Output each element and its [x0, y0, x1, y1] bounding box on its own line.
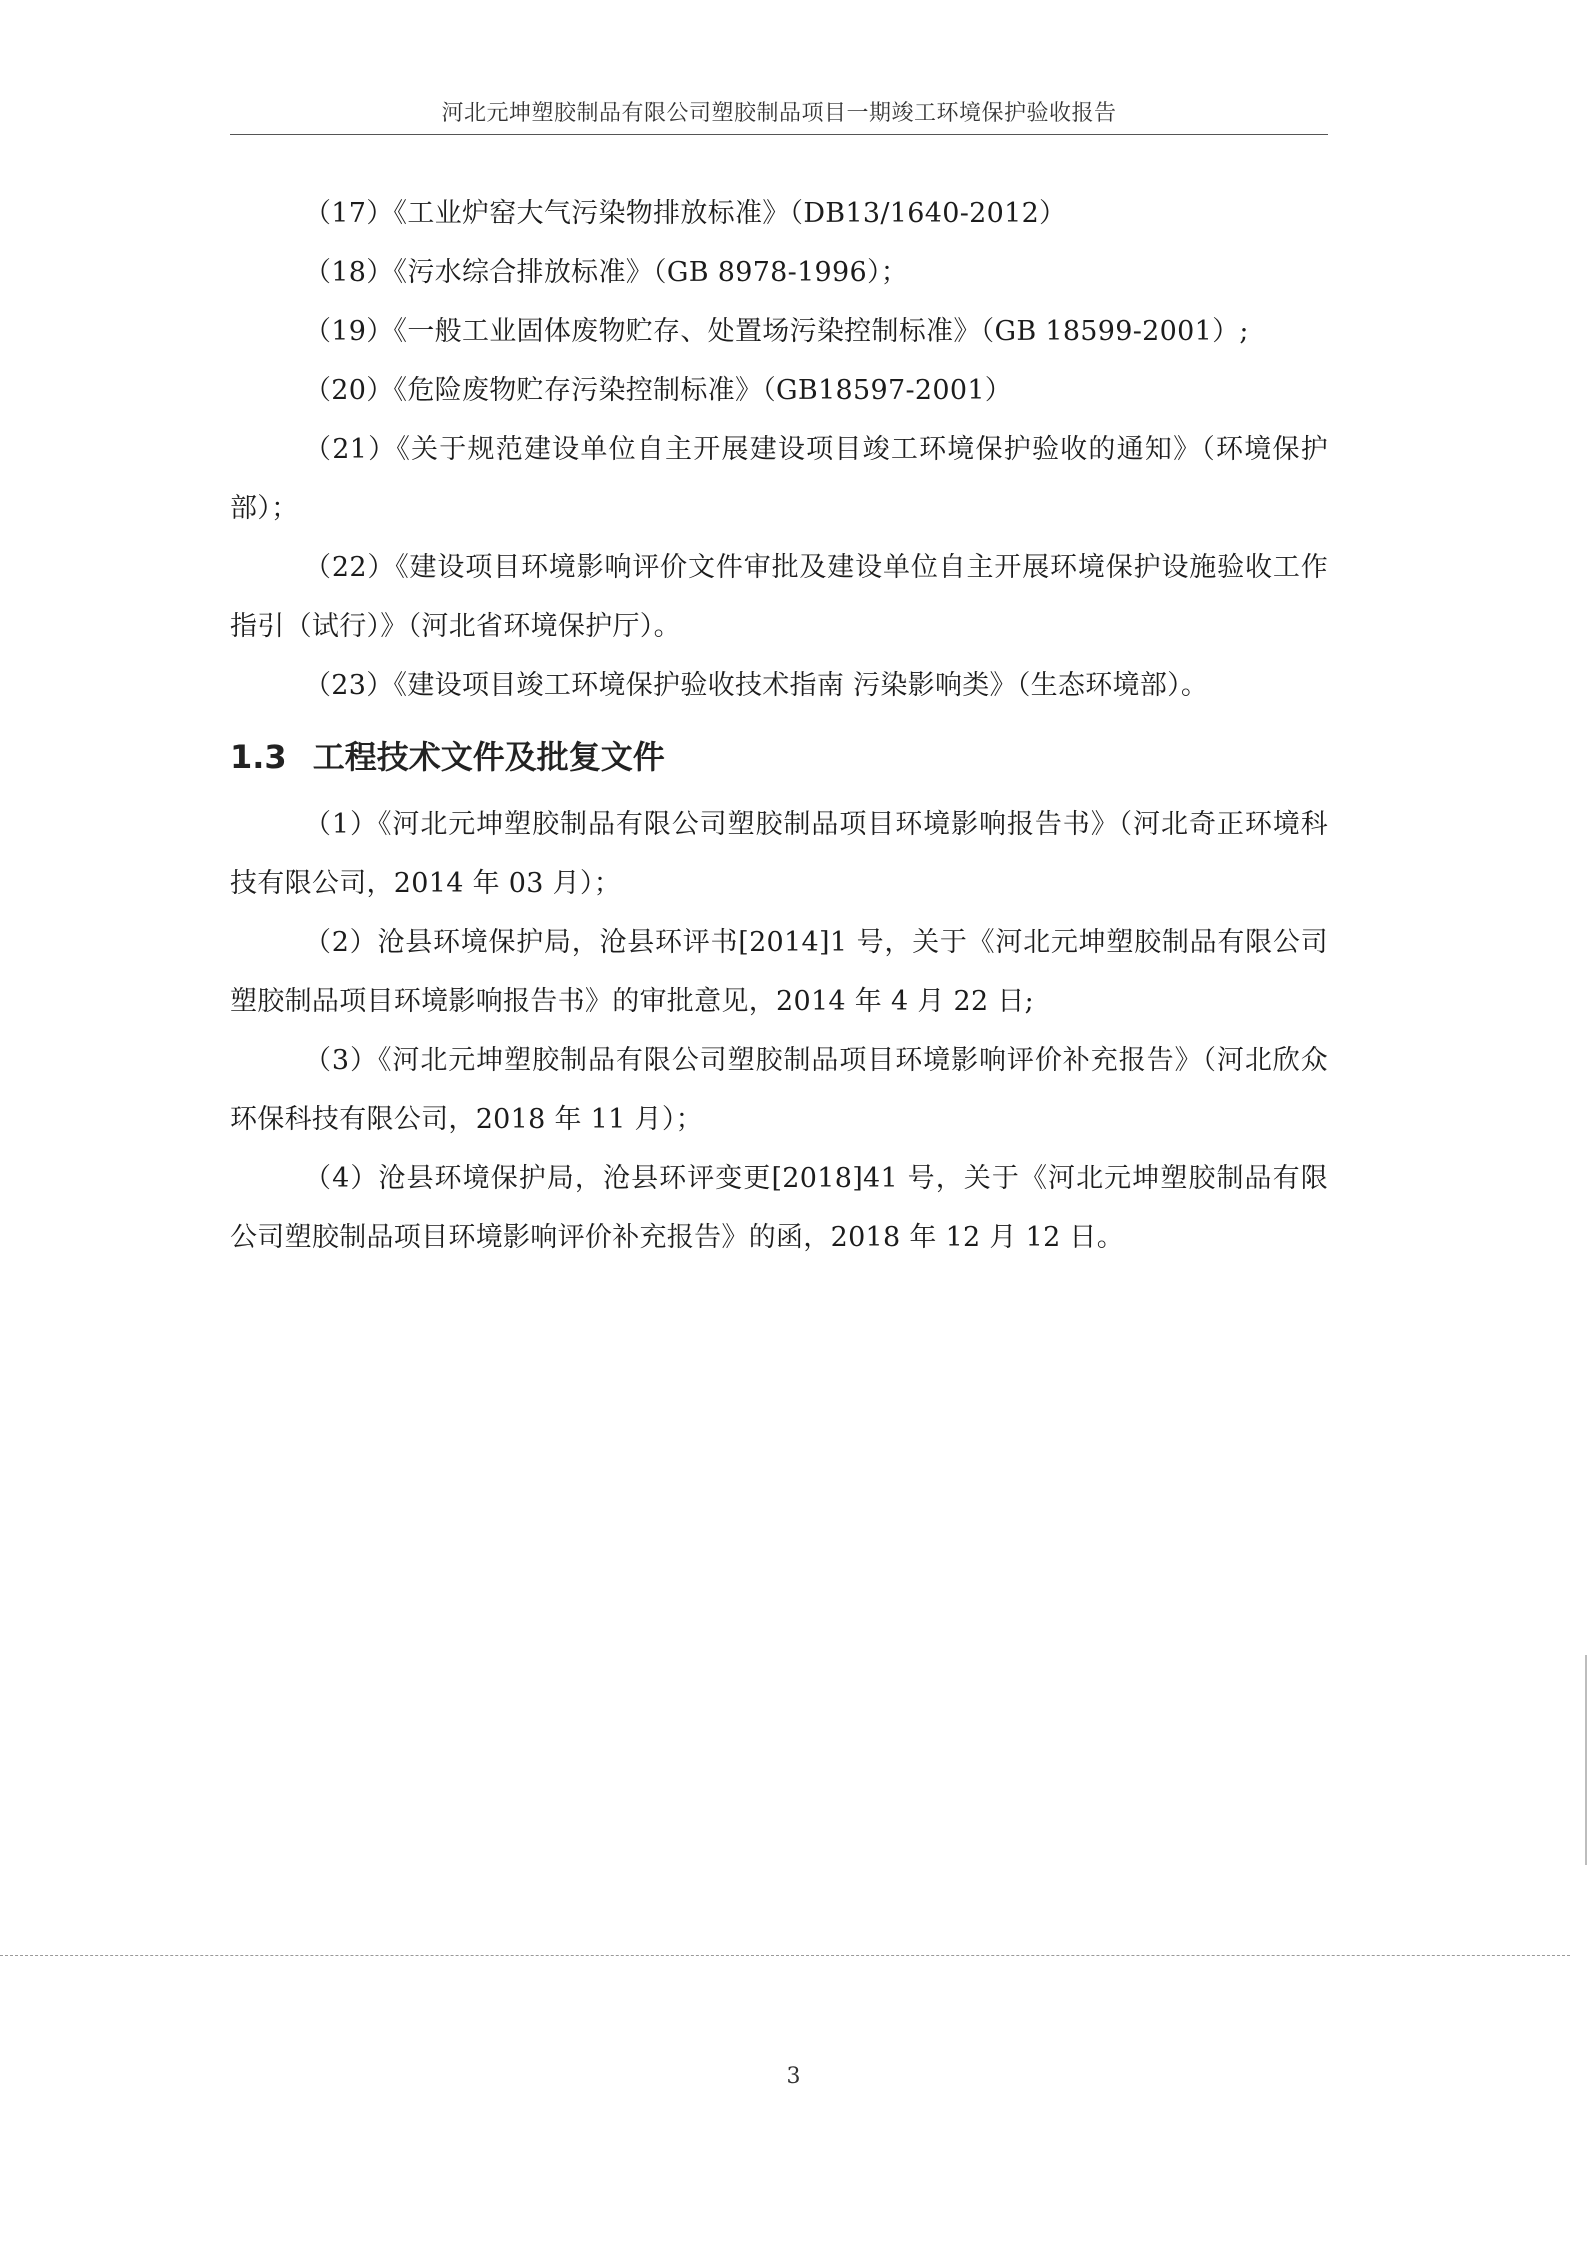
page-number: 3	[786, 2064, 801, 2089]
reference-item-3: （3）《河北元坤塑胶制品有限公司塑胶制品项目环境影响评价补充报告》（河北欣众环保科技有限公司，2018 年 11 月）；	[230, 1045, 1328, 1135]
list-item-22: （22）《建设项目环境影响评价文件审批及建设单位自主开展环境保护设施验收工作指引（试行）》（河北省环境保护厅）。	[230, 552, 1328, 642]
section-number: 1.3	[230, 738, 287, 776]
list-item-18: （18）《污水综合排放标准》（GB 8978-1996）；	[304, 257, 909, 288]
list-item-20: （20）《危险废物贮存污染控制标准》（GB18597-2001）	[304, 375, 1013, 406]
list-item-19: （19）《一般工业固体废物贮存、处置场污染控制标准》（GB 18599-2001）;	[304, 316, 1249, 347]
page-header-title: 河北元坤塑胶制品有限公司塑胶制品项目一期竣工环境保护验收报告	[441, 101, 1117, 126]
list-item-21: （21）《关于规范建设单位自主开展建设项目竣工环境保护验收的通知》（环境保护部）；	[230, 434, 1328, 524]
list-item-23: （23）《建设项目竣工环境保护验收技术指南 污染影响类》（生态环境部）。	[304, 670, 1209, 701]
section-title: 工程技术文件及批复文件	[312, 738, 665, 776]
document-body	[230, 184, 1328, 1267]
section-heading	[230, 737, 1328, 777]
list-item-17: （17）《工业炉窑大气污染物排放标准》（DB13/1640-2012）	[304, 198, 1067, 229]
reference-item-1: （1）《河北元坤塑胶制品有限公司塑胶制品项目环境影响报告书》（河北奇正环境科技有限公司，2014 年 03 月）；	[230, 809, 1328, 899]
reference-item-4: （4）沧县环境保护局，沧县环评变更[2018]41 号，关于《河北元坤塑胶制品有限公司塑胶制品项目环境影响评价补充报告》的函，2018 年 12 月 12 日。	[230, 1163, 1328, 1253]
header-divider	[230, 134, 1328, 135]
footer-divider	[0, 1955, 1570, 1956]
reference-item-2: （2）沧县环境保护局，沧县环评书[2014]1 号，关于《河北元坤塑胶制品有限公司塑胶制品项目环境影响报告书》的审批意见，2014 年 4 月 22 日;	[230, 927, 1328, 1017]
